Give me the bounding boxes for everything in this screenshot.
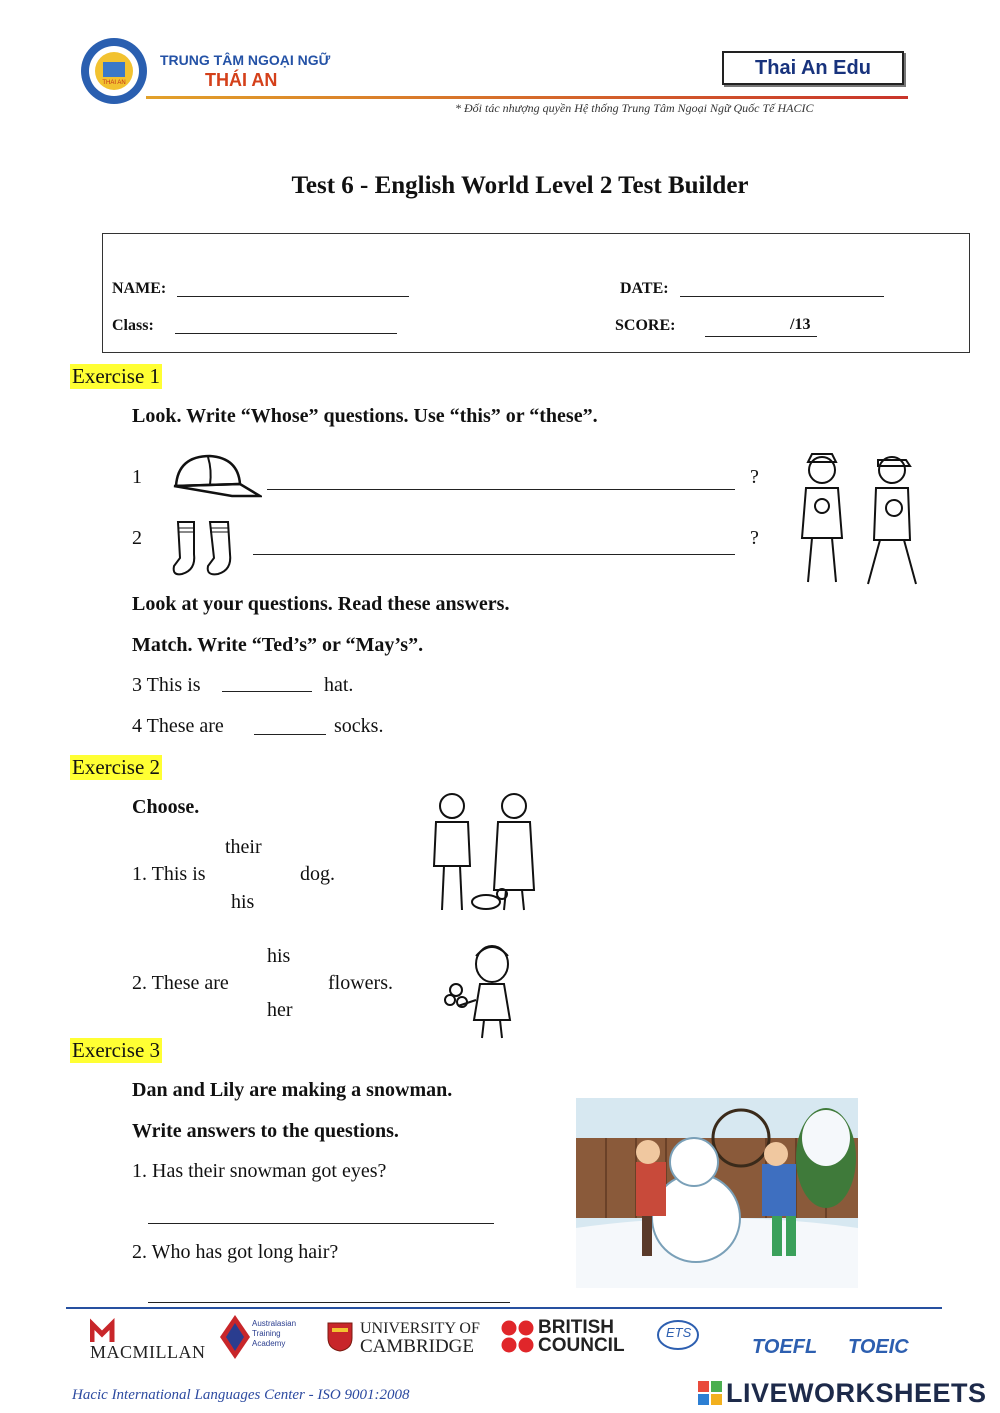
page-title: Test 6 - English World Level 2 Test Builder xyxy=(291,172,749,199)
exercise1-a4-suffix: socks. xyxy=(334,715,384,737)
header-divider xyxy=(146,96,908,99)
british-council-label-line2: COUNCIL xyxy=(538,1335,625,1356)
exercise3-q2: 2. Who has got long hair? xyxy=(132,1241,339,1263)
exercise1-instruction: Look. Write “Whose” questions. Use “this” or “these”. xyxy=(132,405,598,427)
ted-may-illustration xyxy=(792,448,942,599)
score-label: SCORE: xyxy=(615,317,676,334)
cambridge-label-line2: CAMBRIDGE xyxy=(360,1336,475,1357)
exercise3-heading: Exercise 3 xyxy=(72,1038,161,1062)
brand-badge: Thai An Edu xyxy=(722,51,904,85)
exercise3-q1-answer[interactable] xyxy=(148,1222,494,1224)
exercise1-q1-number: 1 xyxy=(132,466,142,488)
exercise1-instruction2: Look at your questions. Read these answers. xyxy=(132,593,510,615)
kids-with-dog-illustration xyxy=(424,790,552,921)
score-total: /13 xyxy=(790,316,811,333)
exercise2-q1-prefix: 1. This is xyxy=(132,863,206,885)
cap-icon xyxy=(172,452,262,507)
cambridge-label-line1: UNIVERSITY OF xyxy=(360,1320,480,1337)
ata-logo xyxy=(220,1315,250,1364)
exercise1-a4-prefix: 4 These are xyxy=(132,715,224,737)
exercise1-q1-answer[interactable] xyxy=(267,488,735,490)
exercise2-q2-option-top[interactable]: his xyxy=(267,945,291,967)
exercise1-q2-qmark: ? xyxy=(750,527,759,549)
name-field[interactable] xyxy=(177,295,409,297)
footer-divider xyxy=(66,1307,942,1309)
exercise2-q2-suffix: flowers. xyxy=(328,972,393,994)
center-name-line2: THÁI AN xyxy=(205,70,278,90)
british-council-dots-icon xyxy=(501,1320,535,1359)
exercise3-q2-answer[interactable] xyxy=(148,1301,510,1303)
exercise1-q2-answer[interactable] xyxy=(253,553,735,555)
exercise1-a3-answer[interactable] xyxy=(222,690,312,692)
name-label: NAME: xyxy=(112,280,167,297)
ets-label: ETS xyxy=(666,1325,692,1340)
socks-icon xyxy=(170,518,242,583)
exercise2-q1-option-bottom[interactable]: his xyxy=(231,891,255,913)
cambridge-shield-icon xyxy=(327,1322,353,1357)
exercise3-q1: 1. Has their snowman got eyes? xyxy=(132,1160,387,1182)
exercise2-q1-option-top[interactable]: their xyxy=(225,836,262,858)
exercise1-heading: Exercise 1 xyxy=(72,364,161,388)
exercise2-q2-option-bottom[interactable]: her xyxy=(267,999,293,1021)
partner-note: * Đối tác nhượng quyền Hệ thống Trung Tâm Ngoại Ngữ Quốc Tế HACIC xyxy=(455,101,814,115)
toefl-label: TOEFL xyxy=(752,1336,818,1358)
exercise3-instruction: Dan and Lily are making a snowman. xyxy=(132,1079,453,1101)
exercise1-q1-qmark: ? xyxy=(750,466,759,488)
liveworksheets-icon xyxy=(698,1381,722,1410)
date-label: DATE: xyxy=(620,280,669,297)
exercise1-a3-suffix: hat. xyxy=(324,674,354,696)
student-info-box xyxy=(102,233,970,353)
footer-center-text: Hacic International Languages Center - ISO 9001:2008 xyxy=(72,1387,410,1403)
score-field[interactable] xyxy=(705,335,817,337)
exercise1-instruction3: Match. Write “Ted’s” or “May’s”. xyxy=(132,634,424,656)
girl-with-flowers-illustration xyxy=(440,942,520,1047)
class-label: Class: xyxy=(112,317,154,334)
center-name-line1: TRUNG TÂM NGOẠI NGỮ xyxy=(160,52,331,68)
class-field[interactable] xyxy=(175,332,397,334)
snowman-illustration xyxy=(576,1098,858,1293)
exercise1-q2-number: 2 xyxy=(132,527,142,549)
exercise2-heading: Exercise 2 xyxy=(72,755,161,779)
exercise1-a3-prefix: 3 This is xyxy=(132,674,201,696)
svg-text:THAI AN: THAI AN xyxy=(102,80,126,86)
center-logo xyxy=(76,36,152,106)
date-field[interactable] xyxy=(680,295,884,297)
british-council-label-line1: BRITISH xyxy=(538,1317,614,1338)
liveworksheets-brand[interactable]: LIVEWORKSHEETS xyxy=(726,1378,987,1408)
exercise2-q1-suffix: dog. xyxy=(300,863,335,885)
exercise2-instruction: Choose. xyxy=(132,796,200,818)
exercise1-a4-answer[interactable] xyxy=(254,733,326,735)
toeic-label: TOEIC xyxy=(848,1336,909,1358)
exercise3-instruction2: Write answers to the questions. xyxy=(132,1120,399,1142)
macmillan-label: MACMILLAN xyxy=(90,1342,206,1362)
ata-label: Australasian Training Academy xyxy=(252,1319,297,1348)
exercise2-q2-prefix: 2. These are xyxy=(132,972,229,994)
